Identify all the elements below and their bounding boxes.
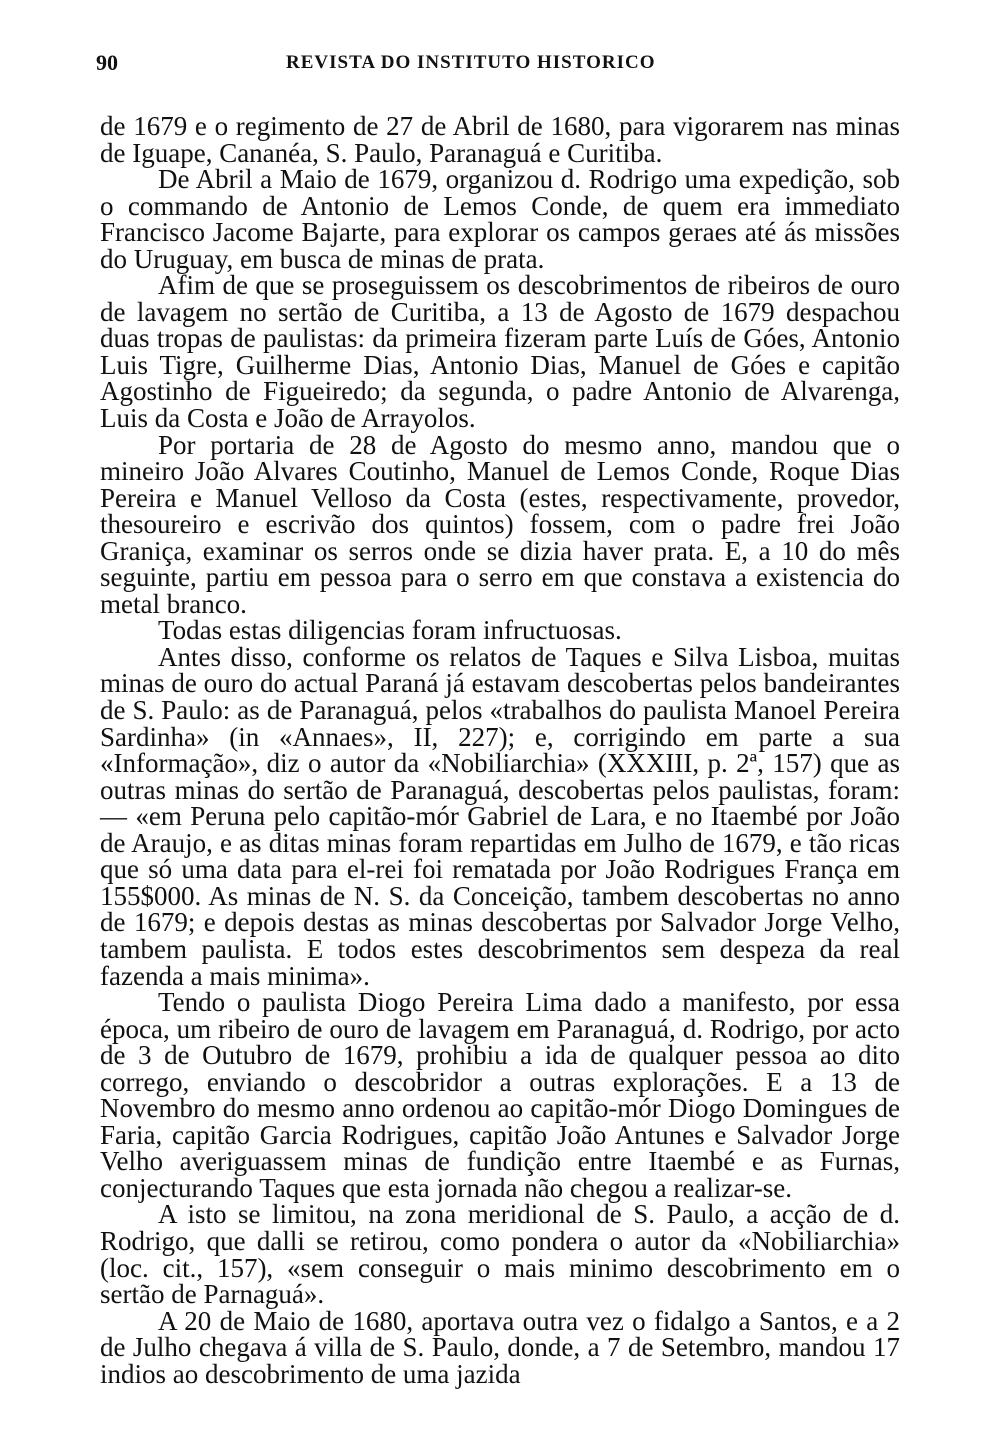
paragraph-5: Todas estas diligencias foram infructuosas. <box>158 615 622 646</box>
paragraph-7: Tendo o paulista Diogo Pereira Lima dado a manifesto, por essa época, um ribeiro de ouro de lavagem em Paranaguá, d. Rodrigo, por acto de 3 de Outubro de 1679, prohibiu a ida de qualquer pessoa ao dito corrego, enviando o descobridor a outras explorações. E a 13 de Novembro do mesmo anno ordenou ao capitão-mór Diogo Domingues de Faria, capitão Garcia Rodrigues, capitão João Antunes e Salvador Jorge Velho averiguassem minas de fundição entre Itaembé e as Furnas, conjecturando Taques que esta jornada não chegou a realizar-se. <box>100 987 900 1203</box>
paragraph-9: A 20 de Maio de 1680, aportava outra vez o fidalgo a Santos, e a 2 de Julho chegava á villa de S. Paulo, donde, a 7 de Setembro, mandou 17 indios ao descobrimento de uma jazida <box>100 1305 900 1389</box>
paragraph-2: De Abril a Maio de 1679, organizou d. Rodrigo uma expedição, sob o commando de Antonio de Lemos Conde, de quem era immediato Francisco Jacome Bajarte, para explorar os campos geraes até ás missões do Uruguay, em busca de minas de prata. <box>100 164 900 274</box>
paragraph-4: Por portaria de 28 de Agosto do mesmo anno, mandou que o mineiro João Alvares Coutinho, Manuel de Lemos Conde, Roque Dias Pereira e Manuel Velloso da Costa (estes, respectivamente, provedor, thesoureiro e escrivão dos quintos) fossem, com o padre frei João Graniça, examinar os serros onde se dizia haver prata. E, a 10 do mês seguinte, partiu em pessoa para o serro em que constava a existencia do metal branco. <box>100 429 900 619</box>
paragraph-1: de 1679 e o regimento de 27 de Abril de 1680, para vigorarem nas minas de Iguape, Cananéa, S. Paulo, Paranaguá e Curitiba. <box>100 111 900 168</box>
paragraph-8: A isto se limitou, na zona meridional de S. Paulo, a acção de d. Rodrigo, que dalli se retirou, como pondera o autor da «Nobiliarchia» (loc. cit., 157), «sem conseguir o mais minimo descobrimento em o sertão de Parnaguá». <box>100 1199 900 1310</box>
paragraph-3: Afim de que se proseguissem os descobrimentos de ribeiros de ouro de lavagem no sertão de Curitiba, a 13 de Agosto de 1679 despachou duas tropas de paulistas: da primeira fizeram parte Luís de Góes, Antonio Luis Tigre, Guilherme Dias, Antonio Dias, Manuel de Góes e capitão Agostinho de Figueiredo; da segunda, o padre Antonio de Alvarenga, Luis da Costa e João de Arrayolos. <box>100 270 900 434</box>
page-number: 90 <box>96 50 118 75</box>
body-text <box>100 113 900 1387</box>
journal-title: REVISTA DO INSTITUTO HISTORICO <box>286 52 656 73</box>
paragraph-6: Antes disso, conforme os relatos de Taques e Silva Lisboa, muitas minas de ouro do actual Paraná já estavam descobertas pelos bandeirantes de S. Paulo: as de Paranaguá, pelos «trabalhos do paulista Manoel Pereira Sardinha» (in «Annaes», II, 227); e, corrigindo em parte a sua «Informação», diz o autor da «Nobiliarchia» (XXXIII, p. 2ª, 157) que as outras minas do sertão de Paranaguá, descobertas pelos paulistas, foram: — «em Peruna pelo capitão-mór Gabriel de Lara, e no Itaembé por João de Araujo, e as ditas minas foram repartidas em Julho de 1679, e tão ricas que só uma data para el-rei foi rematada por João Rodrigues França em 155$000. As minas de N. S. da Conceição, tambem descobertas no anno de 1679; e depois destas as minas descobertas por Salvador Jorge Velho, tambem paulista. E todos estes descobrimentos sem despeza da real fazenda a mais minima». <box>100 641 900 991</box>
running-head <box>96 50 902 80</box>
